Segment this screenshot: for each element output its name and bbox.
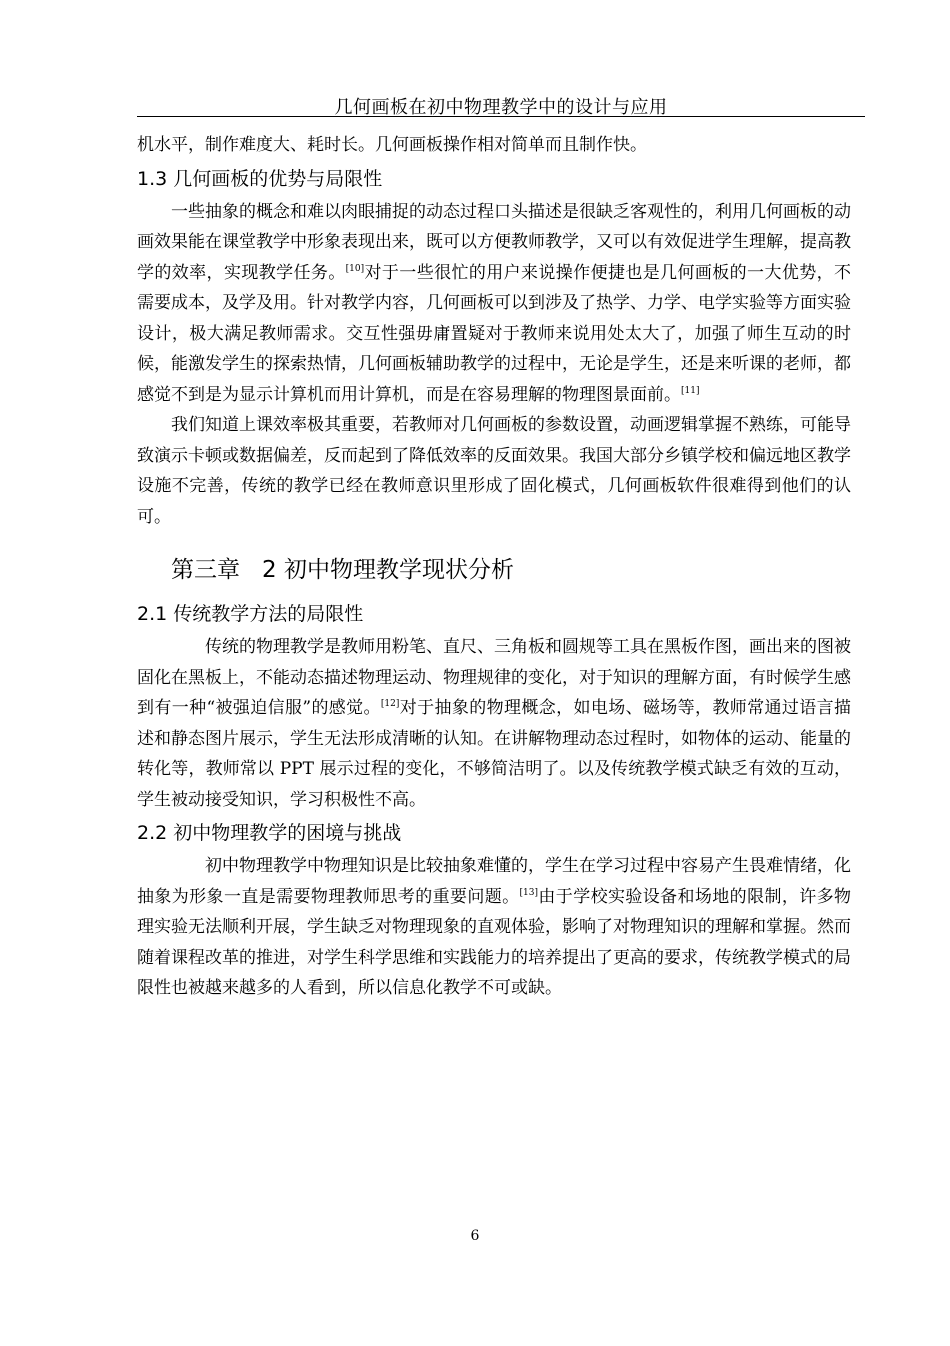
paragraph-text: 一些抽象的概念和难以肉眼捕捉的动态过程口头描述是很缺乏客观性的，利用几何画板的动画效果能在课堂教学中形象表现出来，既可以方便教师教学，又可以有效促进学生理解，提高教学的效率，实现教学任务。 [137,201,851,283]
section-heading-1-3: 1.3 几何画板的优势与局限性 [137,167,383,190]
chapter-heading [171,554,851,586]
section-1-3-paragraph-1 [137,197,851,411]
section-heading-2-2: 2.2 初中物理教学的困境与挑战 [137,822,402,844]
running-header: 几何画板在初中物理教学中的设计与应用 [334,97,668,118]
paragraph-text: 对于抽象的物理概念，如电场、磁场等，教师常通过语言描述和静态图片展示，学生无法形成清晰的认知。在讲解物理动态过程时，如物体的运动、能量的转化等，教师常以 PPT 展示过程的变化，不够简洁明了。以及传统教学模式缺乏有效的互动，学生被动接受知识，学习积极性不高。 [137,698,851,810]
header-rule [137,116,865,117]
page-body [137,130,851,1004]
chapter-label: 第三章 [171,557,240,583]
citation-ref-13: [13] [519,887,539,898]
paragraph-text: 由于学校实验设备和场地的限制，许多物理实验无法顺利开展，学生缺乏对物理现象的直观体验，影响了对物理知识的理解和掌握。然而随着课程改革的推进，对学生科学思维和实践能力的培养提出了更高的要求，传统教学模式的局限性也被越来越多的人看到，所以信息化教学不可或缺。 [137,886,852,998]
citation-ref-10: [10] [345,263,365,274]
citation-ref-11: [11] [681,385,700,396]
section-2-2-paragraph [137,851,851,1004]
page-number: 6 [470,1228,480,1244]
paragraph-text: 传统的物理教学是教师用粉笔、直尺、三角板和圆规等工具在黑板作图，画出来的图被固化在黑板上，不能动态描述物理运动、物理规律的变化，对于知识的理解方面，有时候学生感到有一种“被强迫信服”的感觉。 [137,637,851,718]
section-1-3-paragraph-2: 我们知道上课效率极其重要，若教师对几何画板的参数设置，动画逻辑掌握不熟练，可能导致演示卡顿或数据偏差，反而起到了降低效率的反面效果。我国大部分乡镇学校和偏远地区教学设施不完善，传统的教学已经在教师意识里形成了固化模式，几何画板软件很难得到他们的认可。 [137,415,851,527]
section-2-1-paragraph [137,632,851,815]
paragraph-text: 对于一些很忙的用户来说操作便捷也是几何画板的一大优势，不需要成本，及学及用。针对教学内容，几何画板可以到涉及了热学、力学、电学实验等方面实验设计，极大满足教师需求。交互性强毋庸置疑对于教师来说用处太大了，加强了师生互动的时候，能激发学生的探索热情，几何画板辅助教学的过程中，无论是学生，还是来听课的老师，都感觉不到是为显示计算机而用计算机，而是在容易理解的物理图景面前。 [137,262,852,405]
section-heading-2-1: 2.1 传统教学方法的局限性 [137,603,364,625]
paragraph-text: 初中物理教学中物理知识是比较抽象难懂的，学生在学习过程中容易产生畏难情绪，化抽象为形象一直是需要物理教师思考的重要问题。 [137,856,851,907]
citation-ref-12: [12] [380,699,400,709]
chapter-title: 2 初中物理教学现状分析 [262,557,514,583]
continued-paragraph: 机水平，制作难度大、耗时长。几何画板操作相对简单而且制作快。 [137,135,647,155]
